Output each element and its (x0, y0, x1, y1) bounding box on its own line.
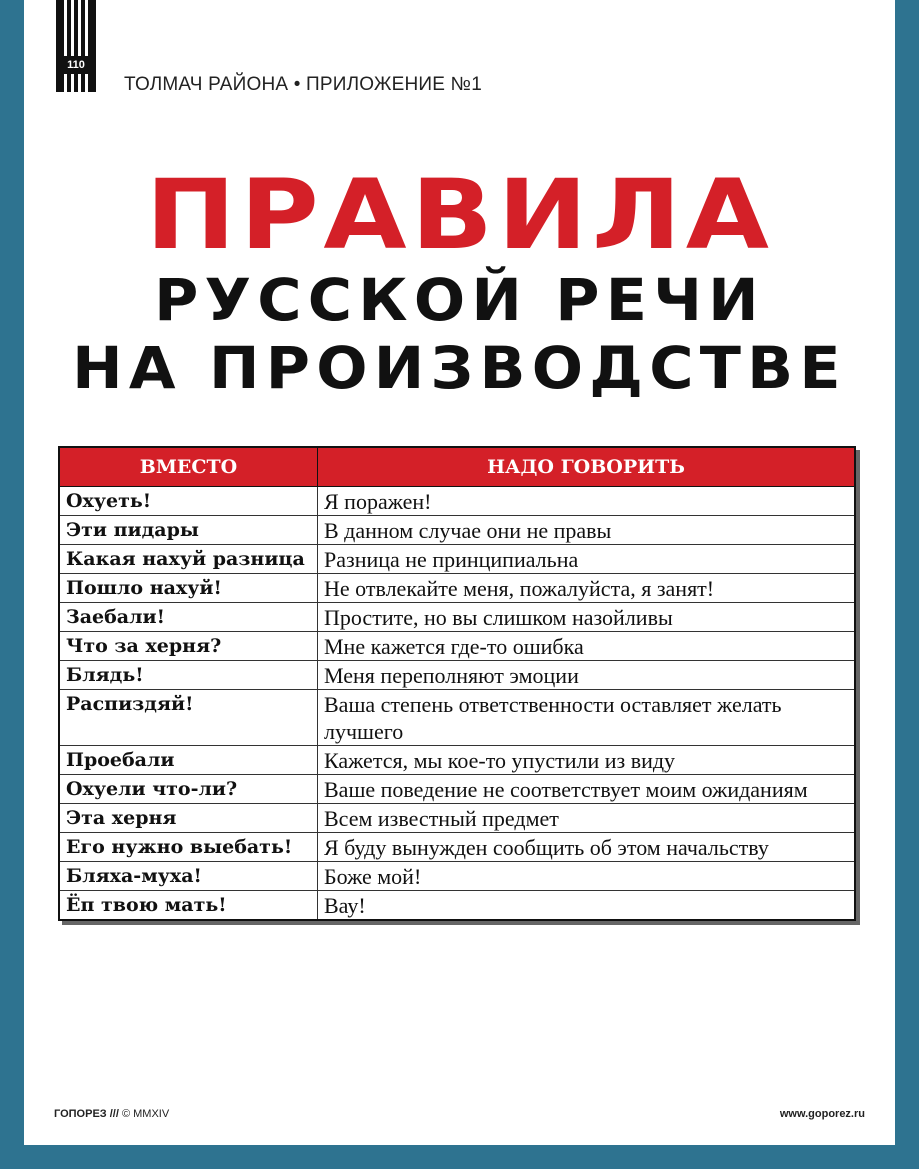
table-row (59, 487, 855, 516)
cell-instead: Блядь! (59, 661, 318, 690)
cell-say: Всем известный предмет (318, 804, 856, 833)
cell-instead: Эта херня (59, 804, 318, 833)
cell-say: Ваше поведение не соответствует моим ожиданиям (318, 775, 856, 804)
table-row (59, 545, 855, 574)
cell-say: Вау! (318, 891, 856, 921)
cell-instead: Охуели что-ли? (59, 775, 318, 804)
column-header-instead: ВМЕСТО (59, 447, 318, 487)
table-row (59, 891, 855, 921)
cell-say: Ваша степень ответственности оставляет желать лучшего (318, 690, 856, 746)
cell-instead: Что за херня? (59, 632, 318, 661)
cell-instead: Какая нахуй разница (59, 545, 318, 574)
cell-instead: Охуеть! (59, 487, 318, 516)
page-title: ПРАВИЛА (145, 159, 774, 271)
table-header-row (59, 447, 855, 487)
cell-say: Не отвлекайте меня, пожалуйста, я занят! (318, 574, 856, 603)
table-row (59, 632, 855, 661)
cell-instead: Проебали (59, 746, 318, 775)
cell-say: В данном случае они не правы (318, 516, 856, 545)
cell-instead: Его нужно выебать! (59, 833, 318, 862)
cell-instead: Пошло нахуй! (59, 574, 318, 603)
page-tab (56, 0, 96, 92)
cell-say: Я буду вынужден сообщить об этом начальству (318, 833, 856, 862)
cell-say: Кажется, мы кое-то упустили из виду (318, 746, 856, 775)
footer-credit (54, 1108, 169, 1120)
cell-instead: Ёп твою мать! (59, 891, 318, 921)
cell-instead: Заебали! (59, 603, 318, 632)
cell-instead: Бляха-муха! (59, 862, 318, 891)
cell-instead: Эти пидары (59, 516, 318, 545)
table-row (59, 833, 855, 862)
cell-say: Разница не принципиальна (318, 545, 856, 574)
cell-say: Простите, но вы слишком назойливы (318, 603, 856, 632)
page-number: 110 (56, 56, 96, 74)
running-head: ТОЛМАЧ РАЙОНА • ПРИЛОЖЕНИЕ №1 (124, 74, 482, 95)
table-row (59, 804, 855, 833)
cell-say: Мне кажется где-то ошибка (318, 632, 856, 661)
cell-say: Меня переполняют эмоции (318, 661, 856, 690)
page-subtitle-line-1: РУССКОЙ РЕЧИ (154, 266, 765, 334)
table-row (59, 862, 855, 891)
table-row (59, 690, 855, 746)
footer-brand: ГОПОРЕЗ /// (54, 1108, 119, 1120)
footer-url: www.goporez.ru (779, 1108, 865, 1120)
cell-say: Боже мой! (318, 862, 856, 891)
table-row (59, 516, 855, 545)
table-row (59, 661, 855, 690)
phrases-table (58, 446, 856, 921)
table-row (59, 603, 855, 632)
page-subtitle-line-2: НА ПРОИЗВОДСТВЕ (72, 334, 847, 402)
page (24, 0, 895, 1145)
cell-instead: Распиздяй! (59, 690, 318, 746)
table-row (59, 574, 855, 603)
table-row (59, 775, 855, 804)
footer-copyright: © MMXIV (121, 1108, 170, 1120)
table-row (59, 746, 855, 775)
cell-say: Я поражен! (318, 487, 856, 516)
column-header-say: НАДО ГОВОРИТЬ (318, 447, 856, 487)
